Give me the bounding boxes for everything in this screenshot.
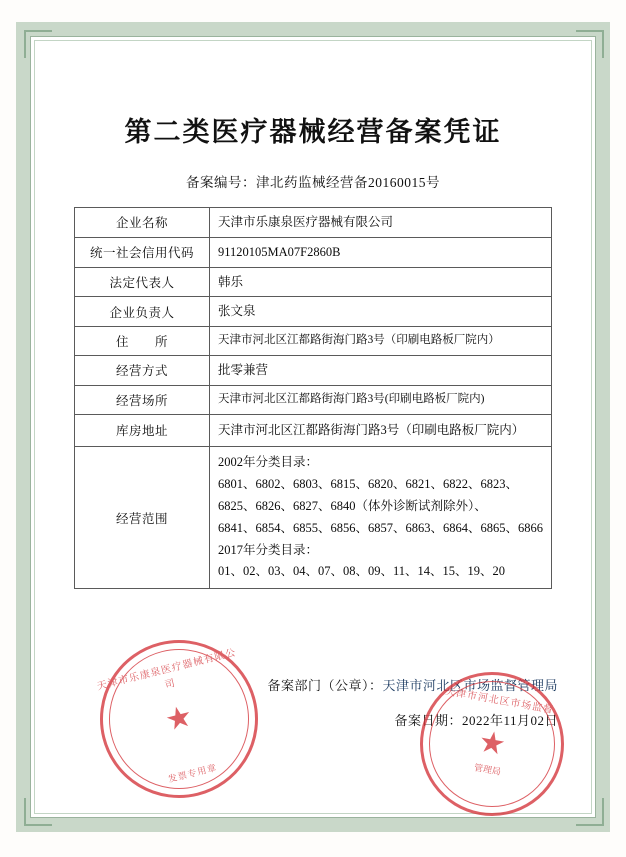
- table-row: [75, 267, 552, 297]
- row-value-address: 天津市河北区江都路街海门路3号（印刷电路板厂院内）: [210, 327, 552, 356]
- row-value-enterprise-manager: 张文泉: [210, 297, 552, 327]
- table-row-scope: [75, 447, 552, 589]
- scope-line: 6801、6802、6803、6815、6820、6821、6822、6823、6825、6826、6827、6840（体外诊断试剂除外）、: [218, 476, 519, 513]
- issue-date-value: 2022年11月02日: [461, 713, 558, 729]
- row-label-credit-code: 统一社会信用代码: [75, 237, 210, 267]
- table-row: [75, 208, 552, 238]
- issuing-department-value: 天津市河北区市场监督管理局: [382, 678, 558, 694]
- row-label-business-scope: 经营范围: [75, 447, 210, 589]
- certificate-table: [74, 207, 552, 589]
- table-row: [75, 237, 552, 267]
- government-seal-bottom-text: 管理局: [473, 762, 502, 778]
- issuing-department: [60, 675, 558, 694]
- scope-line: 6841、6854、6855、6856、6857、6863、6864、6865、6866 2017年分类目录：: [218, 520, 544, 557]
- certificate-footer: [60, 675, 566, 729]
- row-value-warehouse-address: 天津市河北区江都路街海门路3号（印刷电路板厂院内）: [210, 414, 552, 446]
- star-icon: ★: [475, 724, 509, 763]
- issue-date-label: 备案日期：: [394, 713, 462, 729]
- row-label-company-name: 企业名称: [75, 208, 210, 238]
- row-label-enterprise-manager: 企业负责人: [75, 297, 210, 327]
- row-label-business-mode: 经营方式: [75, 356, 210, 386]
- record-number-label: 备案编号：: [186, 175, 256, 190]
- row-value-legal-representative: 韩乐: [210, 267, 552, 297]
- row-label-address: 住 所: [75, 327, 210, 356]
- issuing-department-label: 备案部门（公章）：: [267, 678, 383, 694]
- scope-line: 01、02、03、04、07、08、09、11、14、15、19、20: [218, 564, 506, 579]
- row-value-business-mode: 批零兼营: [210, 356, 552, 386]
- row-value-company-name: 天津市乐康泉医疗器械有限公司: [210, 208, 552, 238]
- table-row: [75, 356, 552, 386]
- issue-date: [60, 710, 558, 729]
- record-number: [60, 171, 566, 191]
- row-value-business-premises: 天津市河北区江都路街海门路3号(印刷电路板厂院内): [210, 385, 552, 414]
- corner-ornament-bottom-left: [24, 798, 52, 826]
- table-row: [75, 414, 552, 446]
- government-seal-top-text: 天津市河北区市场监督: [444, 686, 555, 717]
- company-seal-top-text: 天津市乐康泉医疗器械有限公司: [96, 647, 238, 693]
- corner-ornament-top-right: [576, 30, 604, 58]
- certificate-content: [60, 88, 566, 745]
- row-value-credit-code: 91120105MA07F2860B: [210, 237, 552, 267]
- row-value-business-scope: [210, 447, 552, 589]
- row-label-warehouse-address: 库房地址: [75, 414, 210, 446]
- scope-line: 2002年分类目录：: [218, 455, 319, 469]
- page-title: 第二类医疗器械经营备案凭证: [124, 117, 502, 147]
- table-row: [75, 385, 552, 414]
- row-label-business-premises: 经营场所: [75, 385, 210, 414]
- corner-ornament-top-left: [24, 30, 52, 58]
- corner-ornament-bottom-right: [576, 798, 604, 826]
- table-row: [75, 297, 552, 327]
- record-number-value: 津北药监械经营备20160015号: [256, 175, 440, 190]
- company-seal-bottom-text: 发票专用章: [167, 762, 219, 785]
- table-row: [75, 327, 552, 356]
- star-icon: ★: [161, 699, 196, 738]
- row-label-legal-representative: 法定代表人: [75, 267, 210, 297]
